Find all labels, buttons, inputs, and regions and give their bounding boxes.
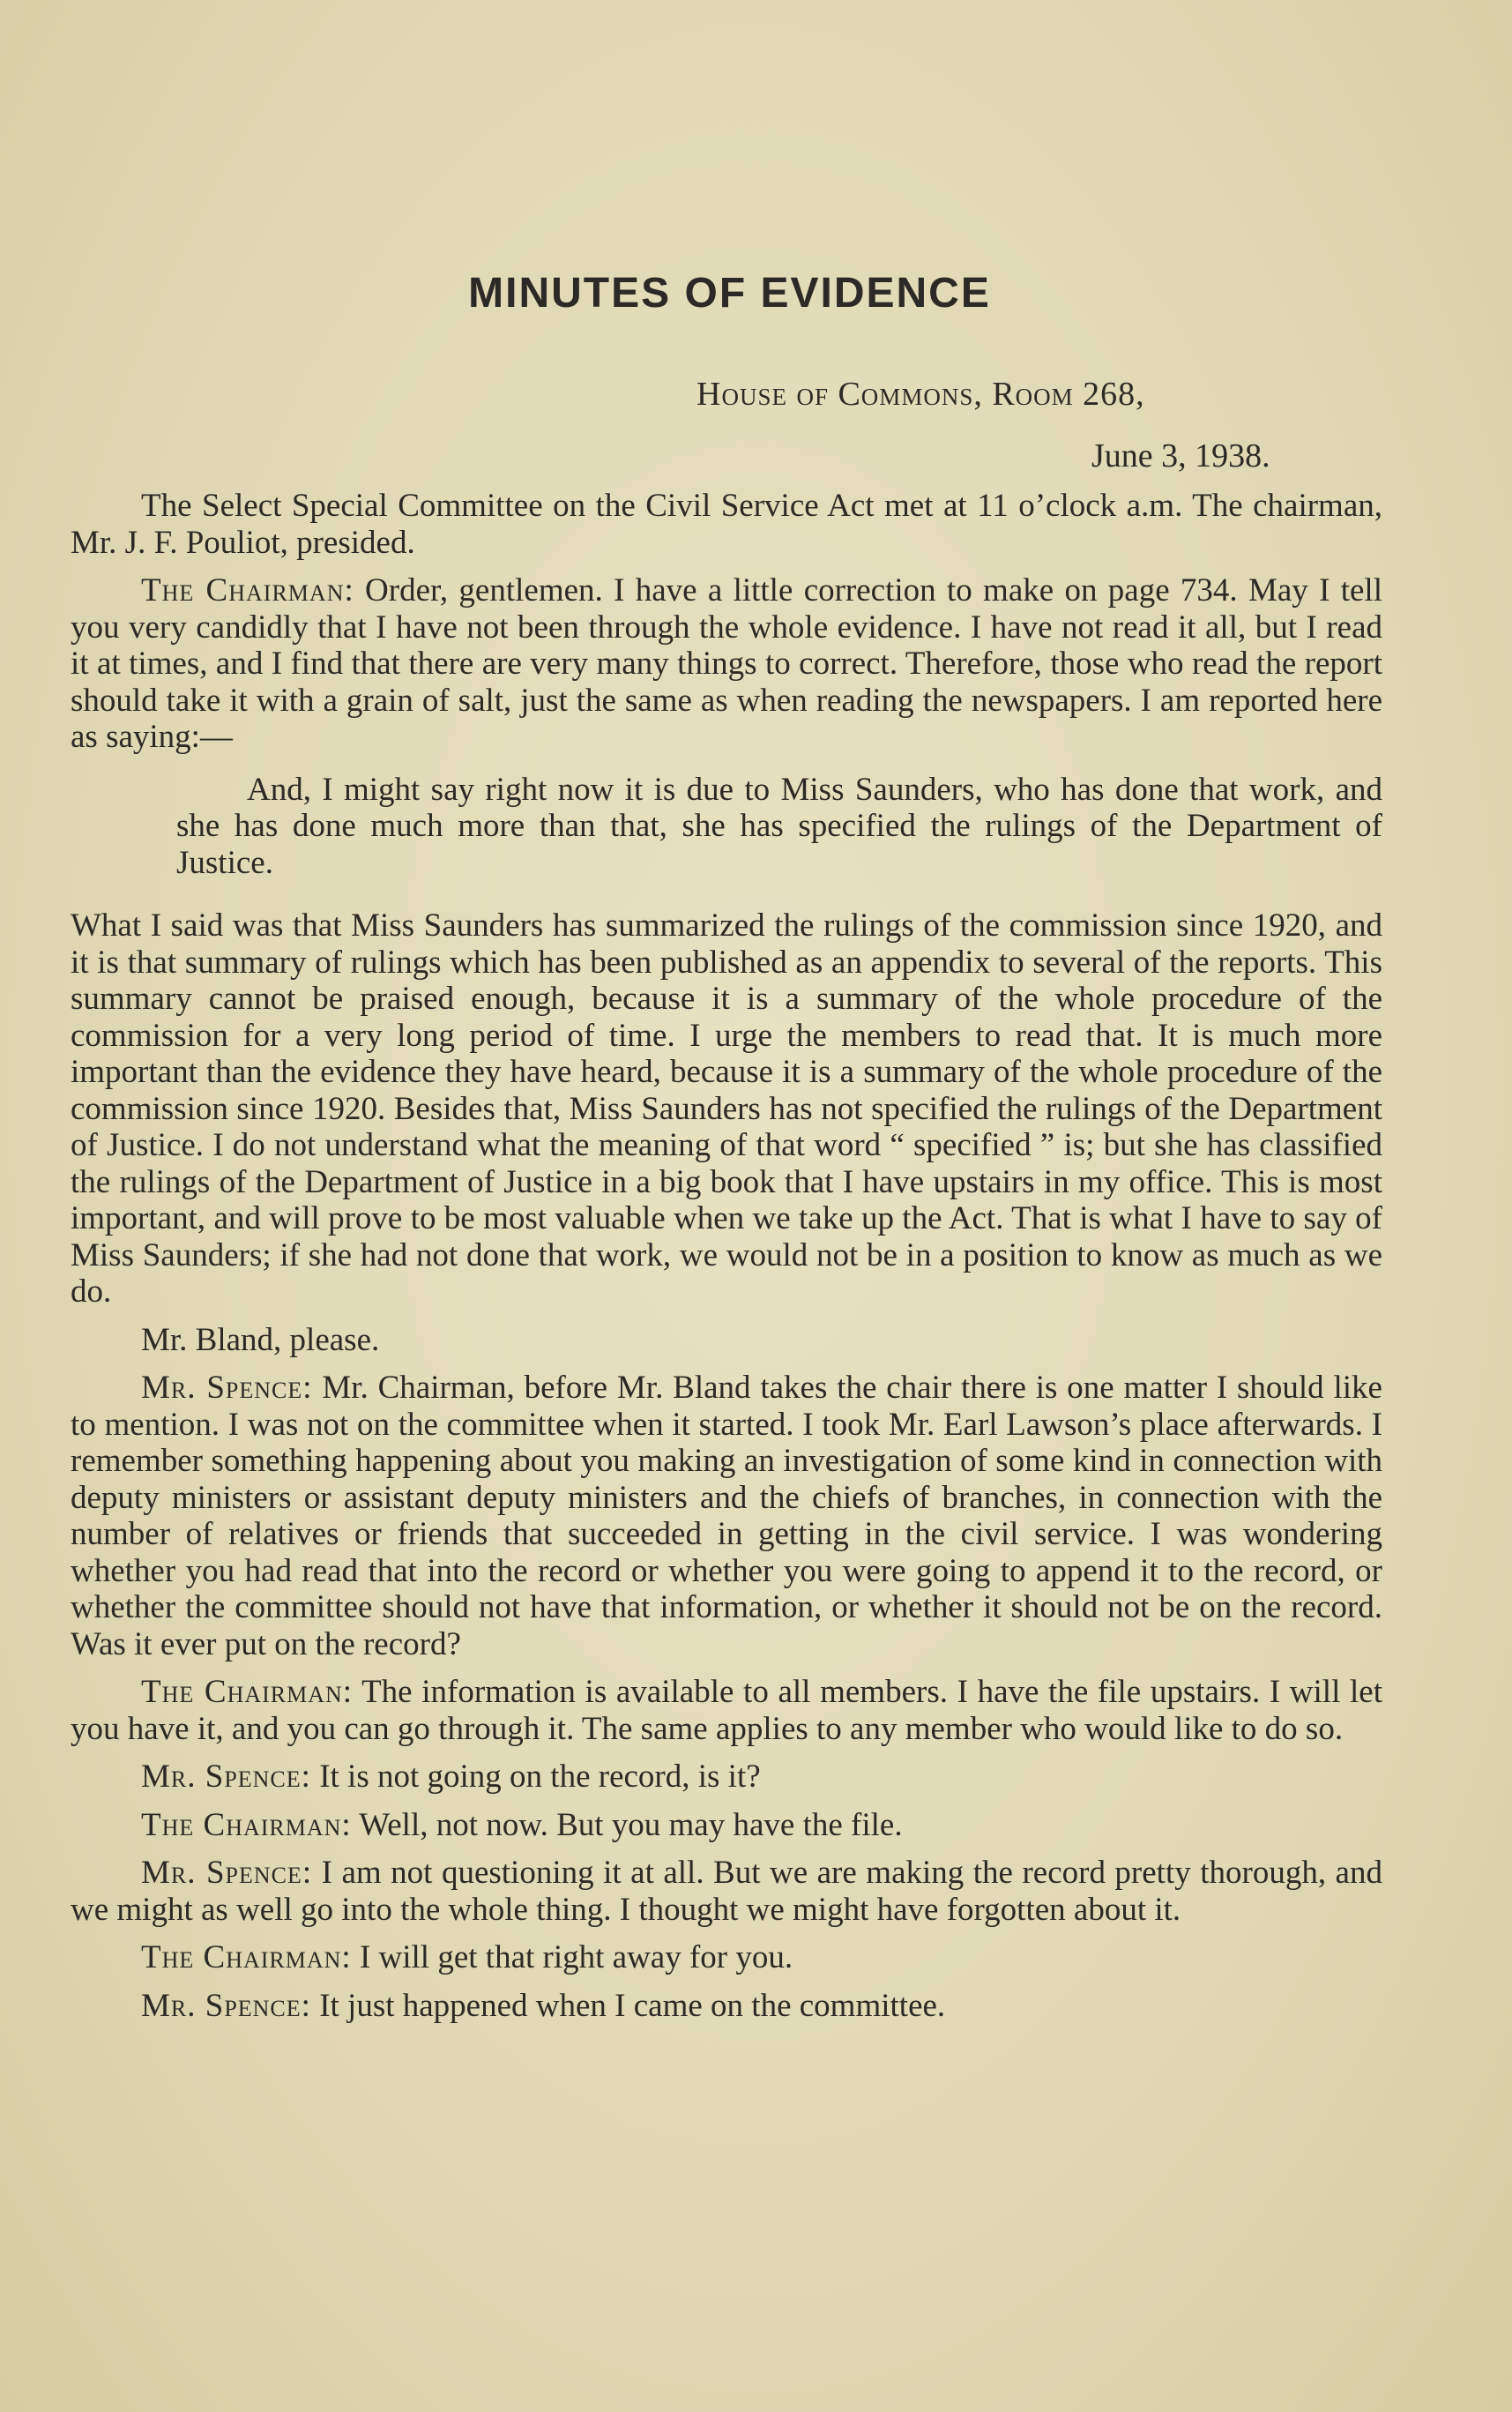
meeting-location: House of Commons, Room 268,: [696, 376, 1145, 413]
speaker-name: The Chairman:: [141, 572, 354, 609]
quoted-passage: And, I might say right now it is due to Miss Saunders, who has done that work, and she has done much more than that, she has specified the rulings of the Department of Justice.: [176, 771, 1382, 881]
paragraph-statement: The Chairman: The information is available to all members. I have the file upstairs. I will let you have it, and you can go through it. The same applies to any member who would like to do so.: [71, 1674, 1382, 1747]
paragraph-statement: The Chairman: Order, gentlemen. I have a little correction to make on page 734. May I tell you very candidly that I have not been through the whole evidence. I have not read it all, but I read it at times, and I find that there are very many things to correct. Therefore, those who read the report should take it with a grain of salt, just the same as when reading the newspapers. I am reported here as saying:—: [71, 572, 1382, 755]
speaker-name: Mr. Spence:: [141, 1370, 313, 1406]
speaker-name: Mr. Spence:: [141, 1987, 311, 2024]
paragraph-statement: Mr. Bland, please.: [141, 1321, 380, 1358]
paragraph-opening: The Select Special Committee on the Civil Service Act met at 11 o’clock a.m. The chairman, Mr. J. F. Pouliot, presided.: [71, 488, 1382, 561]
speaker-name: The Chairman:: [141, 1674, 354, 1710]
paragraph-statement: The Chairman: I will get that right away for you.: [141, 1939, 793, 1975]
minutes-body: [71, 488, 1382, 2035]
paragraph-statement: Mr. Spence: It is not going on the record, is it?: [141, 1759, 761, 1795]
paragraph-statement: Mr. Spence: It just happened when I came on the committee.: [141, 1987, 946, 2024]
paragraph-statement: Mr. Spence: Mr. Chairman, before Mr. Bland takes the chair there is one matter I should like to mention. I was not on the committee when it started. I took Mr. Earl Lawson’s place afterwards. I remember something happening about you making an investigation of some kind in connection with deputy ministers or assistant deputy ministers and the chiefs of branches, in connection with the number of relatives or friends that succeeded in getting in the civil service. I was wondering whether you had read that into the record or whether you were going to append it to the record, or whether the committee should not have that information, or whether it should not be on the record. Was it ever put on the record?: [71, 1370, 1382, 1662]
paragraph-statement: The Chairman: Well, not now. But you may have the file.: [141, 1806, 903, 1843]
meeting-date: June 3, 1938.: [1091, 437, 1270, 474]
speaker-name: The Chairman:: [141, 1806, 352, 1843]
paragraph-statement: Mr. Spence: I am not questioning it at all. But we are making the record pretty thorough, and we might as well go into the whole thing. I thought we might have forgotten about it.: [71, 1855, 1382, 1928]
speaker-name: Mr. Spence:: [141, 1855, 313, 1891]
page-title: MINUTES OF EVIDENCE: [468, 270, 991, 317]
paragraph-statement: What I said was that Miss Saunders has summarized the rulings of the commission since 1920, and it is that summary of rulings which has been published as an appendix to several of the reports. This summary cannot be praised enough, because it is a summary of the whole procedure of the commission for a very long period of time. I urge the members to read that. It is much more important than the evidence they have heard, because it is a summary of the whole procedure of the commission since 1920. Besides that, Miss Saunders has not specified the rulings of the Department of Justice. I do not understand what the meaning of that word “ specified ” is; but she has classified the rulings of the Department of Justice in a big book that I have upstairs in my office. This is most important, and will prove to be most valuable when we take up the Act. That is what I have to say of Miss Saunders; if she had not done that work, we would not be in a position to know as much as we do.: [71, 907, 1382, 1310]
speaker-name: The Chairman:: [141, 1939, 352, 1975]
speaker-name: Mr. Spence:: [141, 1759, 311, 1795]
